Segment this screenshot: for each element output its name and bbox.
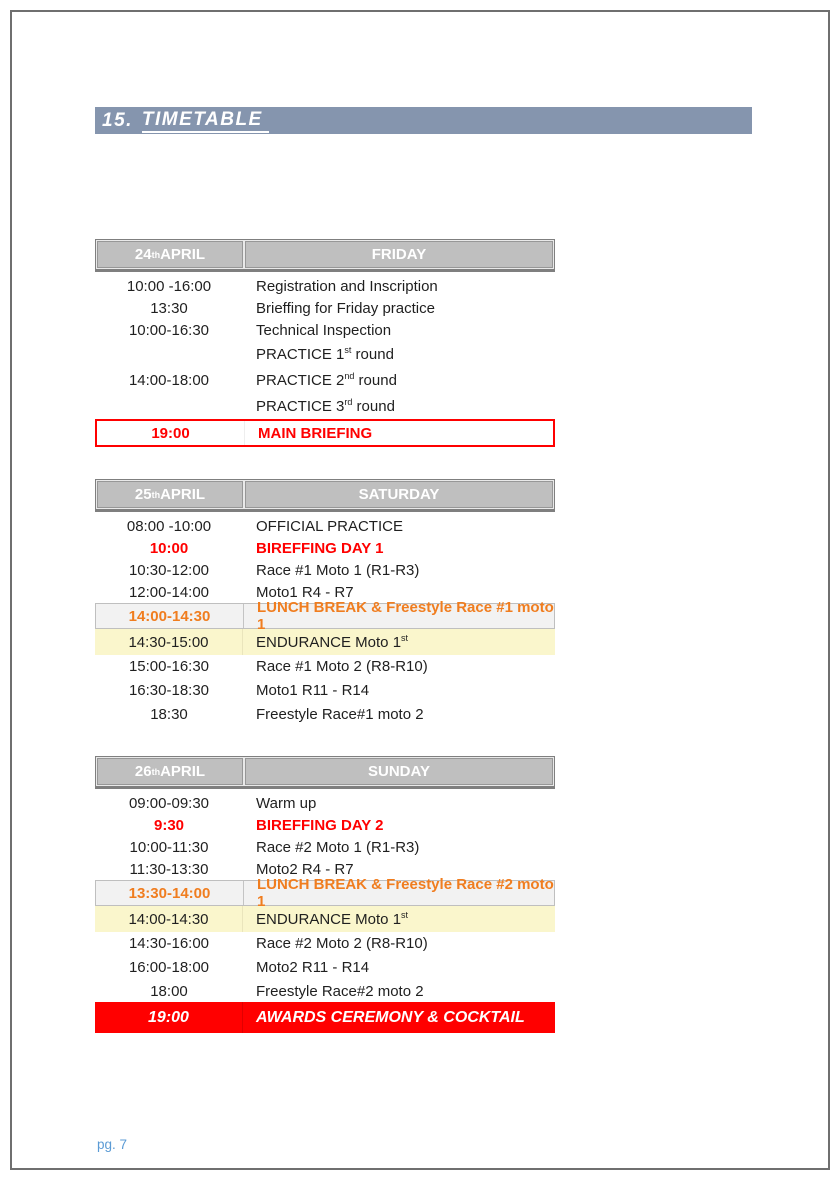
event-cell: Moto1 R4 - R7 — [256, 583, 354, 601]
timetable-row — [95, 836, 555, 858]
time-cell: 14:00-18:00 — [128, 371, 210, 389]
event-cell: Technical Inspection — [256, 321, 392, 339]
time-cell: 14:30-15:00 — [95, 629, 243, 655]
document-page — [10, 10, 830, 1170]
time-cell: 16:30-18:30 — [128, 681, 210, 699]
event-cell: Freestyle Race#1 moto 2 — [256, 705, 424, 723]
timetable-row — [95, 876, 555, 910]
event-cell: ENDURANCE Moto 1st — [256, 632, 409, 651]
timetable-saturday — [95, 479, 555, 725]
timetable-row — [95, 655, 555, 677]
timetable-friday — [95, 239, 555, 447]
timetable-row — [95, 703, 555, 725]
day-header-cell: SATURDAY — [245, 481, 553, 508]
time-cell: 10:00 — [149, 539, 189, 557]
time-cell: 19:00 — [95, 1002, 243, 1033]
timetable-row — [95, 954, 555, 980]
section-header-bar — [95, 107, 752, 134]
date-header-cell: 26 th APRIL — [97, 758, 243, 785]
timetable-row — [95, 559, 555, 581]
timetable-row — [95, 980, 555, 1002]
event-cell: Race #1 Moto 2 (R8-R10) — [256, 657, 428, 675]
event-cell: Moto2 R11 - R14 — [256, 958, 370, 976]
date-header-cell: 24 th APRIL — [97, 241, 243, 268]
date-header-cell: 25 th APRIL — [97, 481, 243, 508]
event-cell: Brieffing for Friday practice — [256, 299, 435, 317]
time-cell: 10:00 -16:00 — [126, 277, 212, 295]
time-cell: 14:00-14:30 — [95, 906, 243, 932]
time-cell: 09:00-09:30 — [128, 794, 210, 812]
event-cell: OFFICIAL PRACTICE — [256, 517, 403, 535]
time-cell: 19:00 — [97, 421, 245, 445]
section-title: TIMETABLE — [142, 109, 269, 133]
event-cell: Race #2 Moto 1 (R1-R3) — [256, 838, 420, 856]
event-cell: Registration and Inscription — [256, 277, 438, 295]
timetable-sunday — [95, 756, 555, 1033]
timetable-row — [95, 932, 555, 954]
time-cell: 14:30-16:00 — [128, 934, 210, 952]
time-cell: 11:30-13:30 — [129, 860, 209, 878]
timetable-row — [95, 297, 555, 319]
timetable-body — [95, 789, 555, 1033]
day-header-cell: FRIDAY — [245, 241, 553, 268]
event-cell: AWARDS CEREMONY & COCKTAIL — [256, 1008, 525, 1026]
event-cell: BIREFFING DAY 2 — [256, 816, 384, 834]
time-cell: 16:00-18:00 — [128, 958, 210, 976]
timetable-row — [95, 792, 555, 814]
event-cell: Warm up — [256, 794, 317, 812]
time-cell: 08:00 -10:00 — [126, 517, 212, 535]
timetable-row — [95, 599, 555, 633]
event-cell: PRACTICE 3rd round — [256, 396, 395, 415]
event-cell: Race #2 Moto 2 (R8-R10) — [256, 934, 428, 952]
page-number: pg. 7 — [97, 1137, 128, 1152]
timetable-row — [95, 319, 555, 341]
timetables-container — [12, 239, 828, 1033]
timetable-header-row — [95, 756, 555, 789]
timetable-row — [95, 275, 555, 297]
time-cell: 14:00-14:30 — [96, 604, 244, 628]
timetable-row — [95, 393, 555, 419]
timetable-row — [95, 1002, 555, 1033]
day-header-cell: SUNDAY — [245, 758, 553, 785]
timetable-row — [95, 367, 555, 393]
time-cell: 10:00-11:30 — [129, 838, 209, 856]
time-cell: 12:00-14:00 — [128, 583, 210, 601]
event-cell: BIREFFING DAY 1 — [256, 539, 384, 557]
time-cell: 15:00-16:30 — [128, 657, 210, 675]
event-cell: LUNCH BREAK & Freestyle Race #1 moto 1 — [257, 599, 554, 633]
timetable-row — [95, 419, 555, 447]
time-cell: 18:00 — [150, 982, 188, 1000]
event-cell: PRACTICE 1st round — [256, 344, 394, 363]
timetable-row — [95, 906, 555, 932]
timetable-row — [95, 537, 555, 559]
event-cell: MAIN BRIEFING — [258, 424, 373, 442]
event-cell: PRACTICE 2nd round — [256, 370, 397, 389]
timetable-header-row — [95, 239, 555, 272]
time-cell: 13:30 — [150, 299, 188, 317]
timetable-body — [95, 272, 555, 447]
event-cell: Moto2 R4 - R7 — [256, 860, 354, 878]
timetable-header-row — [95, 479, 555, 512]
time-cell: 10:00-16:30 — [128, 321, 210, 339]
event-cell: Race #1 Moto 1 (R1-R3) — [256, 561, 420, 579]
time-cell: 18:30 — [150, 705, 188, 723]
timetable-row — [95, 814, 555, 836]
section-number: 15. — [102, 109, 133, 131]
time-cell: 9:30 — [153, 816, 185, 834]
timetable-body — [95, 512, 555, 725]
event-cell: Freestyle Race#2 moto 2 — [256, 982, 424, 1000]
event-cell: LUNCH BREAK & Freestyle Race #2 moto 1 — [257, 876, 554, 910]
timetable-row — [95, 629, 555, 655]
timetable-row — [95, 677, 555, 703]
time-cell: 10:30-12:00 — [128, 561, 210, 579]
timetable-row — [95, 515, 555, 537]
event-cell: ENDURANCE Moto 1st — [256, 909, 409, 928]
event-cell: Moto1 R11 - R14 — [256, 681, 370, 699]
timetable-row — [95, 341, 555, 367]
time-cell: 13:30-14:00 — [96, 881, 244, 905]
